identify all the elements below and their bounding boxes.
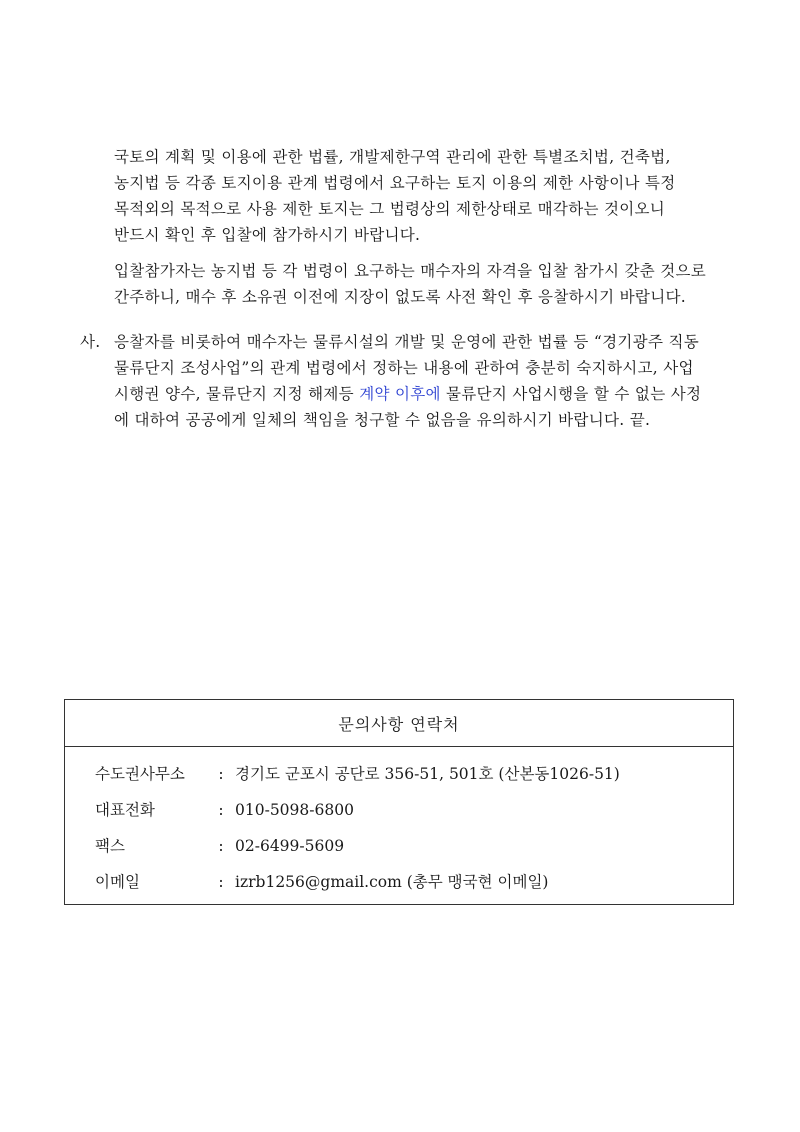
paragraph-3-line-3-pre: 시행권 양수, 물류단지 지정 해제등	[114, 385, 360, 403]
contact-title: 문의사항 연락처	[65, 700, 733, 747]
paragraph-3-line-1: 응찰자를 비롯하여 매수자는 물류시설의 개발 및 운영에 관한 법률 등 “경기광주 직동	[114, 333, 700, 351]
contact-row-phone	[95, 798, 354, 820]
contact-value-fax: 02-6499-5609	[235, 837, 345, 855]
contact-box	[64, 699, 734, 905]
contact-colon: :	[218, 837, 224, 855]
contact-value-phone: 010-5098-6800	[235, 801, 354, 819]
paragraph-1-line-1: 국토의 계획 및 이용에 관한 법률, 개발제한구역 관리에 관한 특별조치법, 건축법,	[114, 148, 671, 166]
paragraph-3-line-4: 에 대하여 공공에게 일체의 책임을 청구할 수 없음을 유의하시기 바랍니다. 끝.	[114, 411, 651, 429]
contact-row-email	[95, 870, 548, 892]
paragraph-3-line-3	[114, 382, 701, 404]
contact-label-office: 수도권사무소	[95, 765, 185, 783]
paragraph-1-line-3: 목적외의 목적으로 사용 제한 토지는 그 법령상의 제한상태로 매각하는 것이오니	[114, 200, 666, 218]
contact-value-email[interactable]: izrb1256@gmail.com (총무 맹국현 이메일)	[235, 873, 549, 891]
paragraph-2-line-1: 입찰참가자는 농지법 등 각 법령이 요구하는 매수자의 자격을 입찰 참가시 갖춘 것으로	[114, 262, 707, 280]
item-marker: 사.	[80, 333, 101, 351]
contact-label-fax: 팩스	[95, 837, 125, 855]
contact-colon: :	[218, 801, 224, 819]
paragraph-3-line-2: 물류단지 조성사업”의 관계 법령에서 정하는 내용에 관하여 충분히 숙지하시고, 사업	[114, 359, 694, 377]
paragraph-2-line-2: 간주하니, 매수 후 소유권 이전에 지장이 없도록 사전 확인 후 응찰하시기 바랍니다.	[114, 288, 686, 306]
contact-row-office	[95, 762, 620, 784]
contact-label-phone: 대표전화	[95, 801, 155, 819]
contact-colon: :	[218, 873, 224, 891]
contact-value-office: 경기도 군포시 공단로 356-51, 501호 (산본동1026-51)	[235, 765, 620, 783]
paragraph-3-line-3-post: 물류단지 사업시행을 할 수 없는 사정	[440, 385, 702, 403]
highlighted-text: 계약 이후에	[359, 385, 441, 403]
paragraph-1-line-4: 반드시 확인 후 입찰에 참가하시기 바랍니다.	[114, 226, 421, 244]
paragraph-1-line-2: 농지법 등 각종 토지이용 관계 법령에서 요구하는 토지 이용의 제한 사항이나 특정	[114, 174, 676, 192]
contact-colon: :	[218, 765, 224, 783]
contact-label-email: 이메일	[95, 873, 140, 891]
contact-row-fax	[95, 834, 344, 856]
